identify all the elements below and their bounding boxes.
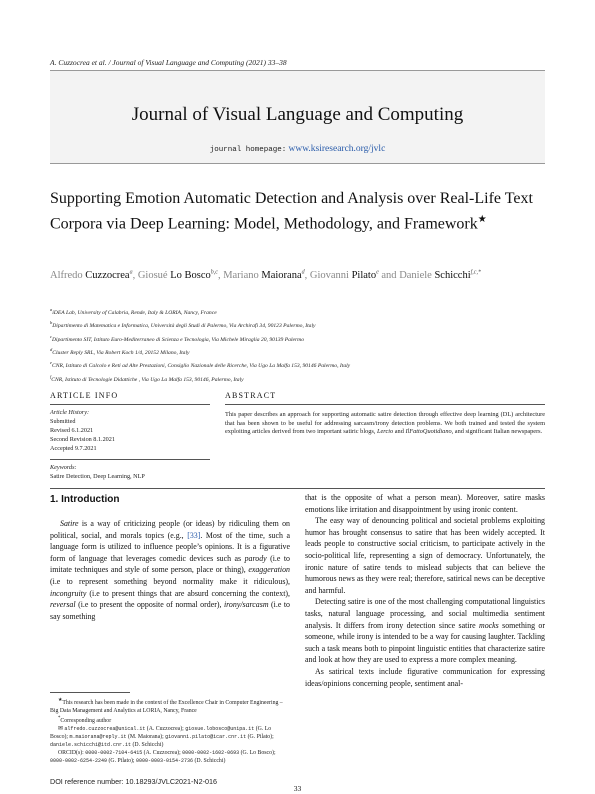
affiliation: $^a$iDEA Lab, University of Calabria, Rende, Italy & LORIA, Nancy, France: [50, 307, 217, 316]
paragraph: The easy way of denouncing political and societal problems exploiting humor has brought consensus to satire that has been widely accepted. It leads people to constructive social criticism, to participate actively in the socio-political life, representing a sign of democracy. Unfortunately, the ironic nature of satire tends to mislead subjects that can believe the humorous news as they were real; therefore, satirical news can be deceptive and harmful.: [305, 516, 545, 595]
affiliation-list: [50, 305, 550, 385]
history-item: Second Revision 8.1.2021: [50, 436, 115, 443]
homepage-label: journal homepage:: [209, 146, 287, 154]
footnote-emails: ✉ alfredo.cuzzocrea@unical.it (A. Cuzzocrea); giosue.lobosco@unipa.it (G. Lo Bosco); m.maiorana@reply.it (M. Maiorana); giovanni.pilato@icar.cnr.it (G. Pilato); daniele.schicchi@itd.cnr.it (D. Schicchi): [50, 725, 274, 748]
page-number: 33: [293, 784, 302, 793]
footnote: *Corresponding author: [58, 715, 112, 724]
divider: [50, 404, 210, 405]
affiliation: $^c$Dipartimento SIT, Istituto Euro-Mediterraneo di Scienza e Tecnologia, Via Michele Miraglia 20, 90139 Palermo: [50, 333, 304, 343]
paper-title-text: Supporting Emotion Automatic Detection and Analysis over Real-Life Text Corpora via Deep Learning: Model, Methodology, and Framework: [50, 190, 533, 233]
history-item: Revised 6.1.2021: [50, 427, 94, 434]
paper-title: [50, 188, 540, 234]
history-item: Accepted 9.7.2021: [50, 445, 97, 452]
doi-reference: DOI reference number: 10.18293/JVLC2021-N2-016: [50, 777, 218, 786]
author: Giosué Lo Bosco$^{b,c}$,: [137, 269, 224, 281]
author: Giovanni Pilato$^e$ and: [309, 269, 400, 281]
history-item: Submitted: [50, 418, 76, 425]
abstract: [225, 391, 545, 437]
right-column: [305, 492, 545, 689]
paragraph: that is the opposite of what a person mean). Moreover, satire masks emotions like irritation and disappointment by using ironic content.: [305, 493, 545, 514]
divider: [225, 404, 545, 405]
footnotes: [50, 697, 290, 765]
divider: [50, 459, 210, 460]
paragraph: Detecting satire is one of the most challenging computational linguistics tasks, natural language processing, and social multimedia sentiment analysis. It differs from irony detection since satire mocks something or someone, while irony is intended to be a way for causing laughter. Tackling such a task means both to pinpoint linguistic entities that characterize satire and look at how they are used to express a more complex meaning.: [305, 597, 545, 665]
author: Mariano Maiorana$^d$,: [223, 269, 310, 281]
article-info: [50, 391, 210, 481]
abstract-text: This paper describes an approach for supporting automatic satire detection through effective deep learning (DL) architecture that has been shown to be useful for addressing sarcasm/irony detection problems. We both trained and tested the system exploiting articles derived from two important satiric blogs, Lercio and IlFattoQuotidiano, and significant Italian newspapers.: [225, 411, 545, 436]
title-star-icon[interactable]: ★: [477, 214, 487, 225]
running-header: A. Cuzzocrea et al. / Journal of Visual Language and Computing (2021) 33–38: [50, 58, 287, 67]
affiliation: $^f$CNR, Istituto di Tecnologie Didattiche , Via Ugo La Malfa 153, 90146, Palermo, Italy: [50, 373, 244, 383]
keywords: Satire Detection, Deep Learning, NLP: [50, 473, 145, 480]
author-list: [50, 265, 520, 283]
keywords-label: Keywords:: [50, 464, 77, 471]
author: Daniele Schicchi$^{f,c,*}$: [399, 269, 481, 281]
footnote: ★This research has been made in the context of the Excellence Chair in Computer Engineering – Big Data Management and Analytics at LORIA, Nancy, France: [50, 698, 283, 714]
journal-title: Journal of Visual Language and Computing: [131, 104, 464, 125]
citation-link[interactable]: [33]: [187, 530, 201, 540]
email-icon: ✉: [58, 725, 65, 732]
author: Alfredo Cuzzocrea$^a$,: [50, 269, 138, 281]
paragraph: As satirical texts include figurative communication for expressing ideas/opinions concerning people, sentiment anal-: [305, 666, 545, 688]
affiliation: $^e$CNR, Istituto di Calcolo e Reti ad Alte Prestazioni, Consiglio Nazionale delle Ricerche, Via Ugo La Malfa 153, 90146 Palermo, Italy: [50, 360, 351, 370]
affiliation: $^b$Dipartimento di Matematica e Informatica, Università degli Studi di Palermo, Via Archirafi 34, 90123 Palermo, Italy: [50, 320, 316, 330]
paragraph: Satire is a way of criticizing people (or ideas) by ridiculing them on political, social, and morals topics (e.g., [33]. Most of the time, such a language form is utilized to influence people’s opinions. It is a figurative form of language that leverages comedic devices such as parody (i.e to imitate techniques and style of some person, place or thing), exaggeration (i.e to represent something beyond normality make it ridiculous), incongruity (i.e to present things that are absurd concerning the context), reversal (i.e to present the opposite of normal order), irony/sarcasm (i.e to say something: [50, 519, 290, 621]
abstract-heading: ABSTRACT: [225, 391, 277, 400]
history-label: Article History:: [50, 409, 90, 416]
homepage-link[interactable]: www.ksiresearch.org/jvlc: [288, 144, 386, 154]
left-column: [50, 518, 290, 622]
article-info-heading: ARTICLE INFO: [50, 391, 119, 400]
journal-banner: [50, 70, 545, 164]
journal-homepage: [50, 143, 545, 154]
section-heading: 1. Introduction: [50, 494, 120, 505]
affiliation: $^d$Cluster Reply SRL, Via Robert Koch 1/4, 20152 Milano, Italy: [50, 347, 190, 356]
footnote-orcid: ORCID(s): 0000-0002-7104-6415 (A. Cuzzocrea); 0000-0002-1602-0693 (G. Lo Bosco); 0000-0002-6254-2249 (G. Pilato); 0000-0003-0154-2736 (D. Schicchi): [50, 749, 276, 764]
section-divider: [50, 488, 545, 489]
footnote-divider: [50, 692, 130, 693]
